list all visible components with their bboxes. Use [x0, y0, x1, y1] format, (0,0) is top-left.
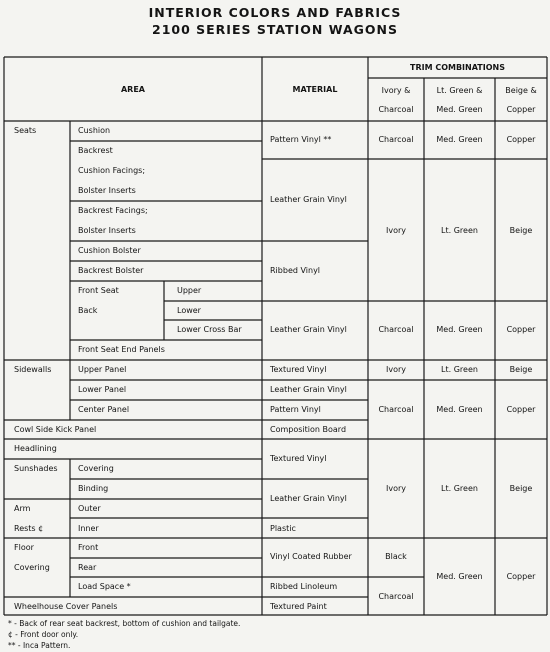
area-inner: Inner: [78, 524, 99, 533]
area-cushion-facings: Cushion Facings;: [78, 166, 146, 175]
trim-r1-c2: Med. Green: [436, 135, 483, 144]
page-title: INTERIOR COLORS AND FABRICS: [148, 5, 402, 20]
area-bolster-inserts: Bolster Inserts: [78, 186, 136, 195]
area-lower-panel: Lower Panel: [78, 385, 127, 394]
material-ribbed-vinyl: Ribbed Vinyl: [270, 266, 321, 275]
trim-r2-c3: Beige: [509, 226, 533, 235]
material-pattern-vinyl: Pattern Vinyl: [270, 405, 321, 414]
trim-r3-c2: Med. Green: [436, 325, 483, 334]
header-trim-2-line2: Med. Green: [436, 105, 483, 114]
trim-r6-c3: Beige: [509, 484, 533, 493]
material-ribbed-linoleum: Ribbed Linoleum: [270, 582, 338, 591]
area-front-seat-end-panels: Front Seat End Panels: [78, 345, 165, 354]
footnote-1: * - Back of rear seat backrest, bottom of cushion and tailgate.: [8, 619, 241, 628]
area-arm: Arm: [14, 504, 31, 513]
area-cushion-bolster: Cushion Bolster: [78, 246, 141, 255]
area-sunshades: Sunshades: [14, 464, 58, 473]
area-covering: Covering: [78, 464, 114, 473]
area-backrest: Backrest: [78, 146, 113, 155]
page-subtitle: 2100 SERIES STATION WAGONS: [152, 22, 398, 37]
area-sidewalls: Sidewalls: [14, 365, 52, 374]
material-leather-grain-vinyl-2: Leather Grain Vinyl: [270, 325, 347, 334]
trim-r4-c2: Lt. Green: [441, 365, 478, 374]
footnote-2: ¢ - Front door only.: [8, 630, 79, 639]
area-front: Front: [78, 543, 99, 552]
material-leather-grain-vinyl-4: Leather Grain Vinyl: [270, 494, 347, 503]
area-lower-cross-bar: Lower Cross Bar: [177, 325, 242, 334]
area-outer: Outer: [78, 504, 101, 513]
trim-r5-c1: Charcoal: [378, 405, 414, 414]
area-headlining: Headlining: [14, 444, 57, 453]
area-seats: Seats: [14, 126, 37, 135]
header-material: MATERIAL: [292, 85, 338, 94]
area-cowl-side-kick-panel: Cowl Side Kick Panel: [14, 425, 97, 434]
trim-black: Black: [385, 552, 407, 561]
trim-r3-c1: Charcoal: [378, 325, 414, 334]
footnote-3: ** - Inca Pattern.: [8, 641, 71, 650]
trim-r5-c2: Med. Green: [436, 405, 483, 414]
trim-r4-c1: Ivory: [385, 365, 406, 374]
material-plastic: Plastic: [270, 524, 296, 533]
header-area: AREA: [120, 85, 145, 94]
area-rests: Rests ¢: [14, 524, 44, 533]
trim-r4-c3: Beige: [509, 365, 533, 374]
area-floor-covering: Covering: [14, 563, 50, 572]
area-load-space: Load Space *: [78, 582, 131, 591]
area-rear: Rear: [78, 563, 97, 572]
area-upper: Upper: [177, 286, 202, 295]
area-front-seat: Front Seat: [78, 286, 119, 295]
area-wheelhouse-cover-panels: Wheelhouse Cover Panels: [14, 602, 118, 611]
header-trim-combinations: TRIM COMBINATIONS: [409, 63, 505, 72]
area-binding: Binding: [78, 484, 109, 493]
header-trim-2-line1: Lt. Green &: [436, 86, 483, 95]
area-bolster-inserts-2: Bolster Inserts: [78, 226, 136, 235]
header-trim-3-line2: Copper: [506, 105, 536, 114]
trim-copper-last: Copper: [506, 572, 536, 581]
header-trim-1-line1: Ivory &: [381, 86, 411, 95]
area-backrest-bolster: Backrest Bolster: [78, 266, 144, 275]
material-leather-grain-vinyl-3: Leather Grain Vinyl: [270, 385, 347, 394]
trim-r1-c1: Charcoal: [378, 135, 414, 144]
trim-charcoal-last: Charcoal: [378, 592, 414, 601]
trim-r6-c1: Ivory: [385, 484, 406, 493]
area-floor: Floor: [14, 543, 34, 552]
area-back: Back: [78, 306, 98, 315]
trim-r6-c2: Lt. Green: [441, 484, 478, 493]
material-textured-paint: Textured Paint: [270, 602, 327, 611]
material-textured-vinyl-1: Textured Vinyl: [270, 365, 327, 374]
material-pattern-vinyl-inca: Pattern Vinyl **: [270, 135, 332, 144]
trim-r3-c3: Copper: [506, 325, 536, 334]
area-center-panel: Center Panel: [78, 405, 130, 414]
material-vinyl-coated-rubber: Vinyl Coated Rubber: [270, 552, 352, 561]
area-upper-panel: Upper Panel: [78, 365, 127, 374]
trim-r2-c1: Ivory: [385, 226, 406, 235]
trim-r1-c3: Copper: [506, 135, 536, 144]
trim-r2-c2: Lt. Green: [441, 226, 478, 235]
header-trim-3-line1: Beige &: [505, 86, 537, 95]
area-backrest-facings: Backrest Facings;: [78, 206, 148, 215]
material-textured-vinyl-2: Textured Vinyl: [270, 454, 327, 463]
area-cushion: Cushion: [78, 126, 111, 135]
trim-r5-c3: Copper: [506, 405, 536, 414]
area-lower: Lower: [177, 306, 201, 315]
trim-med-green-last: Med. Green: [436, 572, 483, 581]
header-trim-1-line2: Charcoal: [378, 105, 414, 114]
material-composition-board: Composition Board: [270, 425, 347, 434]
material-leather-grain-vinyl-1: Leather Grain Vinyl: [270, 195, 347, 204]
